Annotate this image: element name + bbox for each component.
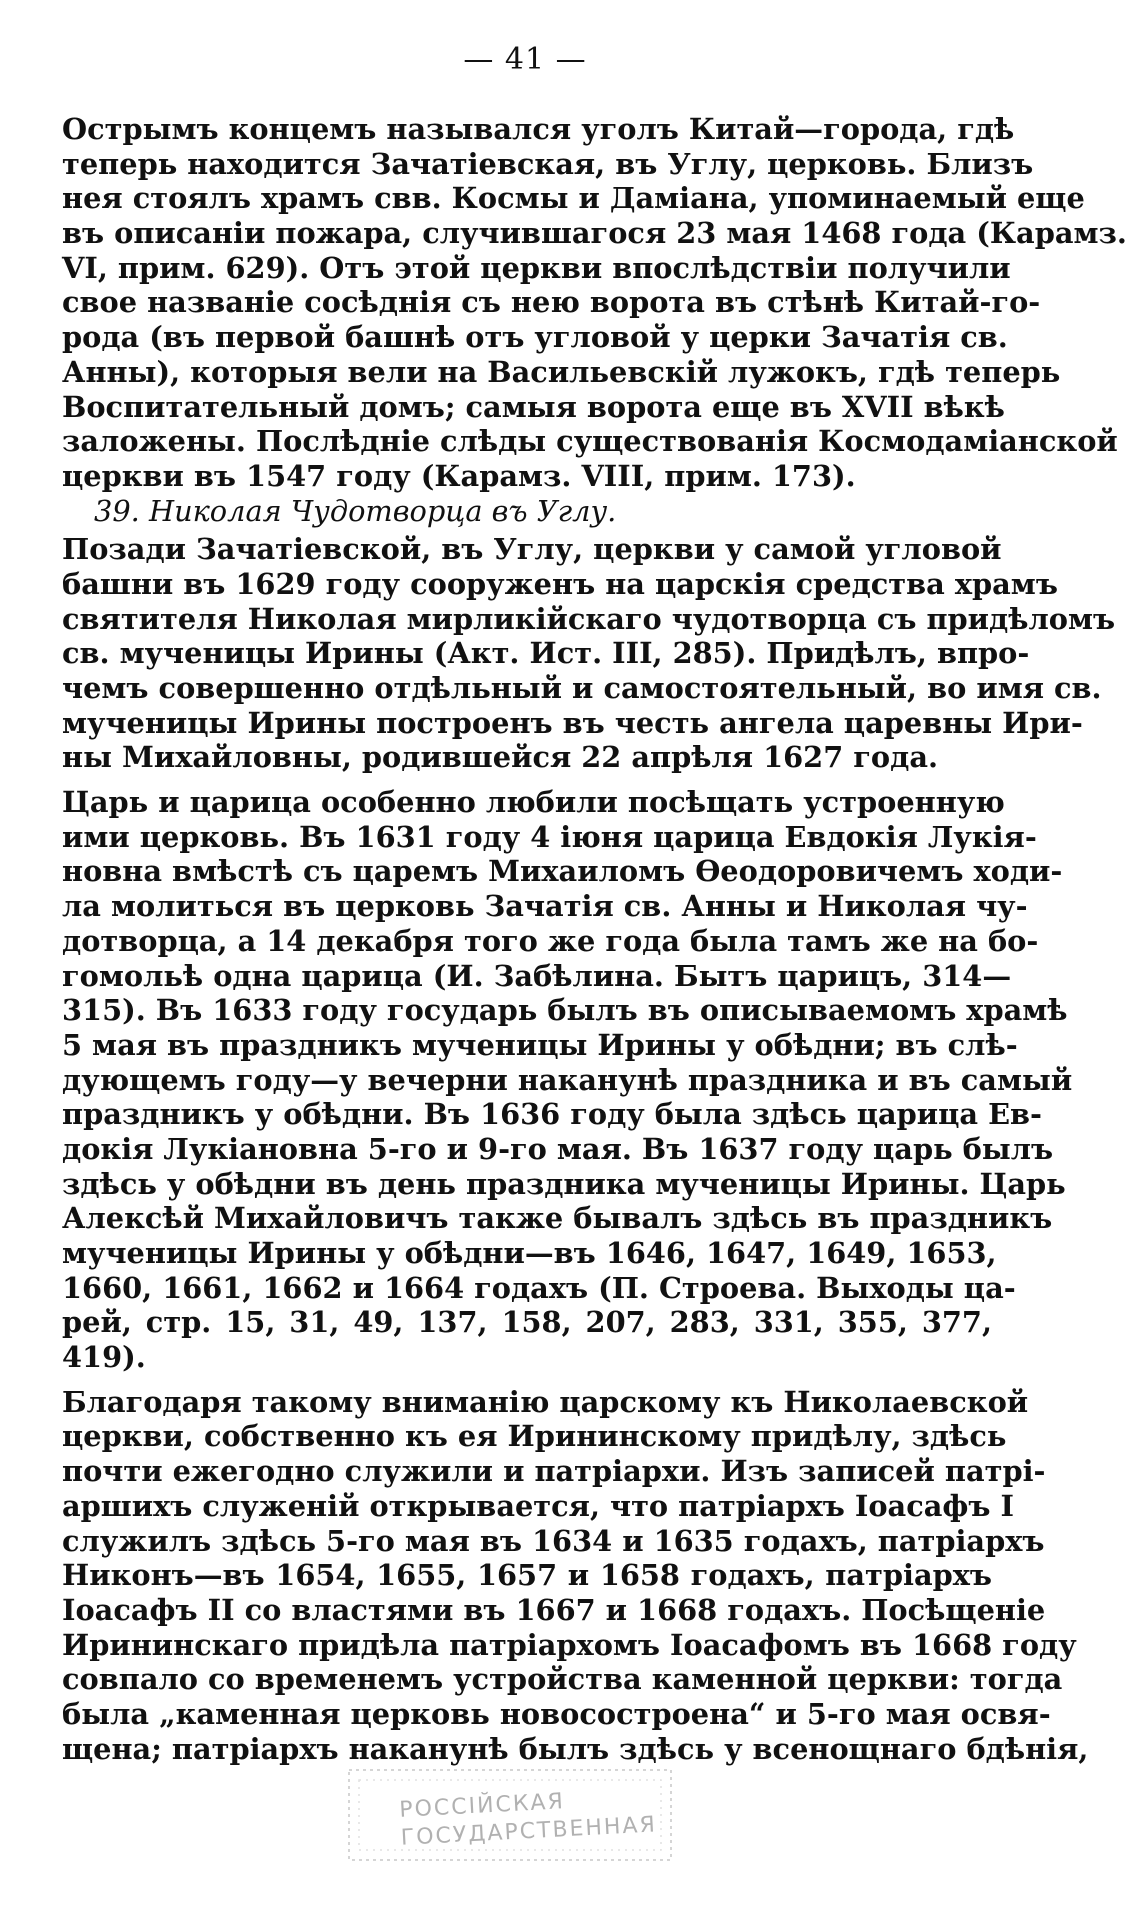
text-line: гомольѣ одна царица (И. Забѣлина. Бытъ царицъ, 314— bbox=[62, 958, 1012, 993]
text-line: Острымъ концемъ назывался уголъ Китай—города, гдѣ bbox=[62, 112, 1015, 146]
paragraph-gap bbox=[62, 1375, 992, 1385]
text-line: праздникъ у обѣдни. Въ 1636 году была здѣсь царица Ев- bbox=[62, 1097, 1043, 1132]
text-line: св. мученицы Ирины (Акт. Ист. III, 285). Придѣлъ, впро- bbox=[62, 636, 1030, 671]
text-line: служилъ здѣсь 5-го мая въ 1634 и 1635 годахъ, патріархъ bbox=[62, 1523, 1045, 1558]
text-line: аршихъ служеній открывается, что патріархъ Іоасафъ I bbox=[62, 1488, 1014, 1523]
text-line: въ описаніи пожара, случившагося 23 мая 1468 года (Карамз. bbox=[62, 216, 1127, 251]
page-number: — 41 — bbox=[463, 42, 587, 77]
text-line: дотворца, а 14 декабря того же года была тамъ же на бо- bbox=[62, 923, 1039, 958]
text-line: 419). bbox=[62, 1340, 146, 1375]
text-line: почти ежегодно служили и патріархи. Изъ записей патрі- bbox=[62, 1454, 1046, 1489]
text-line: башни въ 1629 году сооруженъ на царскія средства храмъ bbox=[62, 566, 1058, 601]
text-line: свое названіе сосѣднія съ нею ворота въ стѣнѣ Китай-го- bbox=[62, 285, 1041, 320]
text-line: святителя Николая мирликійскаго чудотворца съ придѣломъ bbox=[62, 601, 1116, 636]
text-line: рода (въ первой башнѣ отъ угловой у церки Зачатія св. bbox=[62, 320, 1008, 355]
text-line: здѣсь у обѣдни въ день праздника мученицы Ирины. Царь bbox=[62, 1166, 1066, 1201]
text-line: Никонъ—въ 1654, 1655, 1657 и 1658 годахъ, патріархъ bbox=[62, 1558, 992, 1593]
text-line: церкви въ 1547 году (Карамз. VIII, прим. 173). bbox=[62, 458, 856, 493]
section-heading: 39. Николая Чудотворца въ Углу. bbox=[94, 493, 617, 528]
text-line: ими церковь. Въ 1631 году 4 іюня царица Евдокія Лукія- bbox=[62, 819, 1037, 854]
text-line: VI, прим. 629). Отъ этой церкви впослѣдствіи получили bbox=[62, 250, 1011, 285]
text-line: Позади Зачатіевской, въ Углу, церкви у самой угловой bbox=[62, 532, 1002, 567]
text-line: 315). Въ 1633 году государь былъ въ описываемомъ храмѣ bbox=[62, 993, 1068, 1028]
text-line: мученицы Ирины построенъ въ честь ангела царевны Ири- bbox=[62, 705, 1083, 740]
paragraph-1 bbox=[62, 112, 1127, 494]
text-line: Воспитательный домъ; самыя ворота еще въ XVII вѣкѣ bbox=[62, 389, 1005, 424]
text-line: новна вмѣстѣ съ царемъ Михаиломъ Ѳеодоровичемъ ходи- bbox=[62, 854, 1063, 889]
paragraph-4 bbox=[62, 1384, 1089, 1767]
text-line: Алексѣй Михайловичъ также бывалъ здѣсь въ праздникъ bbox=[62, 1201, 1053, 1236]
text-line: ны Михайловны, родившейся 22 апрѣля 1627 года. bbox=[62, 740, 938, 775]
text-line: Ирининскаго придѣла патріархомъ Іоасафомъ въ 1668 году bbox=[62, 1627, 1077, 1662]
text-line: 1660, 1661, 1662 и 1664 годахъ (П. Строева. Выходы ца- bbox=[62, 1270, 1016, 1305]
stamp-text: РОССІЙСКАЯ ГОСУДАРСТВЕННАЯ bbox=[398, 1789, 658, 1851]
paragraph-2 bbox=[62, 532, 1116, 775]
text-line: 5 мая въ праздникъ мученицы Ирины у обѣдни; въ слѣ- bbox=[62, 1027, 1018, 1062]
paragraph-gap bbox=[62, 775, 992, 785]
text-line: Анны), которыя вели на Васильевскій лужокъ, гдѣ теперь bbox=[62, 354, 1061, 389]
text-line: рей, стр. 15, 31, 49, 137, 158, 207, 283, 331, 355, 377, bbox=[62, 1305, 992, 1340]
text-line: чемъ совершенно отдѣльный и самостоятельный, во имя св. bbox=[62, 671, 1102, 705]
text-line: церкви, собственно къ ея Ирининскому придѣлу, здѣсь bbox=[62, 1419, 1007, 1454]
text-line: теперь находится Зачатіевская, въ Углу, церковь. Близъ bbox=[62, 146, 1034, 181]
text-line: дующемъ году—у вечерни наканунѣ праздника и въ самый bbox=[62, 1062, 1073, 1097]
text-line: совпало со временемъ устройства каменной церкви: тогда bbox=[62, 1662, 1063, 1697]
text-line: Благодаря такому вниманію царскому къ Николаевской bbox=[62, 1384, 1029, 1419]
text-line: заложены. Послѣдніе слѣды существованія Космодаміанской bbox=[62, 424, 1118, 459]
body-text bbox=[62, 112, 1127, 1766]
text-line: была „каменная церковь новосостроена“ и 5-го мая освя- bbox=[62, 1696, 1051, 1731]
paragraph-3 bbox=[62, 785, 1073, 1375]
text-line: Царь и царица особенно любили посѣщать устроенную bbox=[62, 785, 1005, 820]
text-line: щена; патріархъ наканунѣ былъ здѣсь у всенощнаго бдѣнія, bbox=[62, 1731, 1089, 1766]
text-line: ла молиться въ церковь Зачатія св. Анны и Николая чу- bbox=[62, 889, 1028, 924]
text-line: докія Лукіановна 5-го и 9-го мая. Въ 1637 году царь былъ bbox=[62, 1131, 1054, 1166]
text-line: мученицы Ирины у обѣдни—въ 1646, 1647, 1649, 1653, bbox=[62, 1236, 997, 1270]
text-line: нея стоялъ храмъ свв. Космы и Даміана, упоминаемый еще bbox=[62, 181, 1085, 216]
text-line: Іоасафъ II со властями въ 1667 и 1668 годахъ. Посѣщеніе bbox=[62, 1592, 1046, 1627]
